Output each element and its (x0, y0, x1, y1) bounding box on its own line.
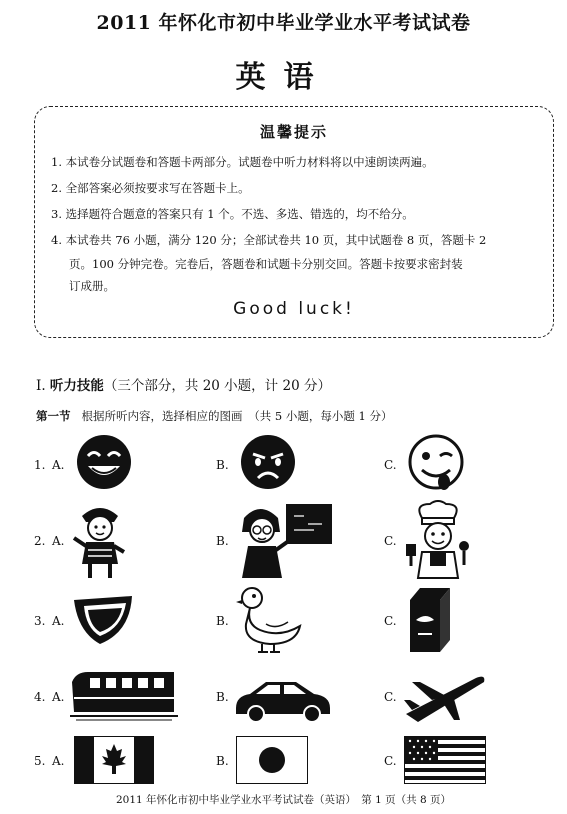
notice-item-4-end: 订成册。 (69, 279, 115, 293)
question-row (0, 430, 567, 500)
cook-icon (400, 500, 476, 586)
good-luck: Good luck! (233, 299, 355, 319)
sad-face-icon (238, 432, 298, 496)
option-label: A. (52, 614, 65, 628)
option-label: B. (216, 458, 229, 472)
section-title: 听力技能 (49, 378, 104, 394)
question-number: 1. (34, 458, 46, 472)
section-numeral: I. (36, 378, 50, 394)
option-label: B. (216, 534, 229, 548)
subsection-heading (36, 408, 392, 424)
question-number: 3. (34, 614, 46, 628)
option-label: B. (216, 690, 229, 704)
question-row (0, 664, 567, 734)
notice-box (34, 106, 554, 338)
question-row (0, 500, 567, 570)
subsection-label: 第一节 (36, 409, 71, 423)
duck-icon (236, 584, 308, 658)
subject-title: 英语 (235, 60, 332, 95)
option-label: B. (216, 754, 229, 768)
notice-title: 温馨提示 (259, 123, 328, 141)
dancer-icon (68, 500, 132, 586)
option-label: A. (52, 458, 65, 472)
option-label: C. (384, 458, 397, 472)
option-label: B. (216, 614, 229, 628)
option-label: C. (384, 690, 397, 704)
notice-item-3: 3. 选择题符合题意的答案只有 1 个。不选、多选、错选的，均不给分。 (51, 207, 414, 221)
notice-item-2: 2. 全部答案必须按要求写在答题卡上。 (51, 181, 250, 195)
watermelon-icon (70, 592, 136, 652)
option-label: A. (52, 534, 65, 548)
option-label: C. (384, 614, 397, 628)
laughing-face-icon (74, 432, 134, 496)
car-icon (232, 674, 334, 728)
exam-title: 2011 年怀化市初中毕业学业水平考试试卷 (96, 12, 471, 34)
page-footer: 2011 年怀化市初中毕业学业水平考试试卷（英语） 第 1 页（共 8 页） (115, 794, 452, 806)
canada-flag-icon (74, 736, 154, 788)
notice-item-4-cont: 页。100 分钟完卷。完卷后，答题卷和试题卡分别交回。答题卡按要求密封装 (69, 257, 463, 271)
teacher-icon (236, 500, 336, 584)
option-label: A. (52, 754, 65, 768)
train-icon (70, 668, 178, 728)
winking-face-icon (404, 432, 468, 500)
airplane-icon (402, 668, 488, 730)
question-row (0, 584, 567, 654)
subsection-instruction: 根据所听内容，选择相应的图画 （共 5 小题，每小题 1 分） (81, 409, 393, 423)
section-heading (36, 374, 331, 394)
option-label: A. (52, 690, 65, 704)
question-number: 2. (34, 534, 46, 548)
question-number: 4. (34, 690, 46, 704)
question-number: 5. (34, 754, 46, 768)
option-label: C. (384, 534, 397, 548)
notice-item-4: 4. 本试卷共 76 小题，满分 120 分；全部试卷共 10 页，其中试题卷 8 页，答题卡 2 (51, 233, 487, 247)
milk-carton-icon (404, 584, 458, 658)
notice-item-1: 1. 本试卷分试题卷和答题卡两部分。试题卷中听力材料将以中速朗读两遍。 (51, 155, 434, 169)
section-detail: （三个部分，共 20 小题，计 20 分） (103, 378, 331, 394)
option-label: C. (384, 754, 397, 768)
japan-flag-icon (236, 736, 308, 788)
usa-flag-icon (404, 736, 486, 788)
